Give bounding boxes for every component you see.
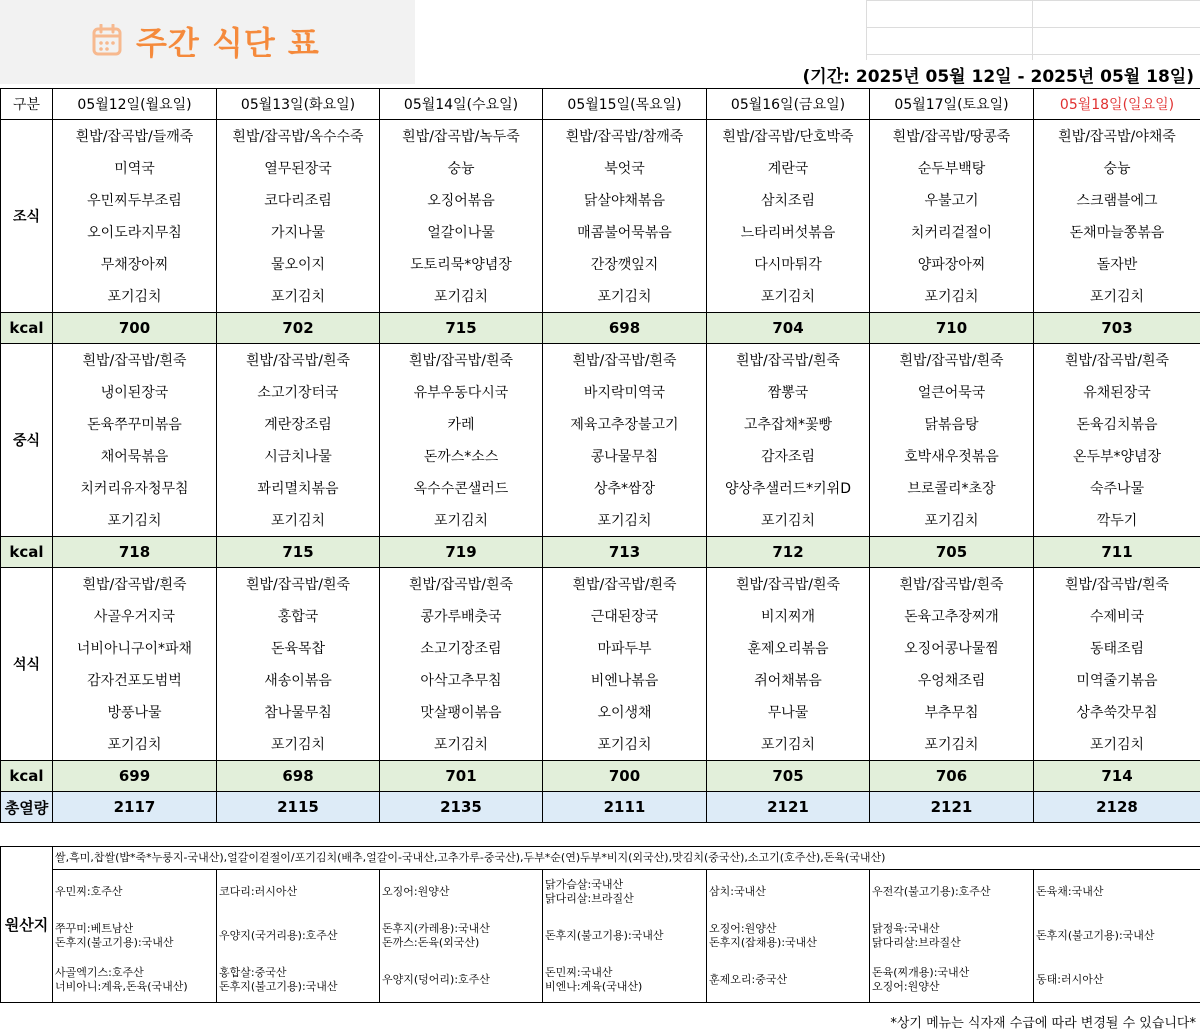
header-label: 구분 bbox=[1, 89, 53, 120]
menu-item: 얼갈이나물 bbox=[380, 216, 543, 248]
menu-item: 비엔나볶음 bbox=[543, 664, 707, 696]
menu-row bbox=[1, 344, 1200, 377]
menu-item: 마파두부 bbox=[543, 632, 707, 664]
menu-item: 바지락미역국 bbox=[543, 376, 707, 408]
menu-item: 돈육김치볶음 bbox=[1034, 408, 1200, 440]
origin-cell bbox=[217, 870, 380, 915]
kcal-value: 719 bbox=[380, 537, 543, 568]
menu-item: 숭늉 bbox=[380, 152, 543, 184]
menu-item: 카레 bbox=[380, 408, 543, 440]
origin-cell bbox=[543, 958, 707, 1003]
sheet-gridlines bbox=[866, 0, 1200, 60]
menu-item: 간장깻잎지 bbox=[543, 248, 707, 280]
kcal-group bbox=[1, 761, 1200, 792]
menu-item: 돈까스*소스 bbox=[380, 440, 543, 472]
menu-item: 흰밥/잡곡밥/흰죽 bbox=[53, 344, 217, 377]
origin-line: 돈육채:국내산 bbox=[1036, 885, 1104, 898]
kcal-value: 711 bbox=[1034, 537, 1200, 568]
menu-item: 순두부백탕 bbox=[870, 152, 1034, 184]
origin-line: 우양지(덩어리):호주산 bbox=[382, 973, 490, 986]
origin-cell bbox=[543, 870, 707, 915]
origin-line: 사골엑기스:호주산 bbox=[55, 966, 144, 979]
origin-cell bbox=[707, 958, 870, 1003]
menu-row bbox=[1, 216, 1200, 248]
menu-item: 포기김치 bbox=[380, 504, 543, 537]
menu-row bbox=[1, 280, 1200, 313]
origin-cell bbox=[1034, 914, 1200, 958]
origin-cell bbox=[870, 914, 1034, 958]
menu-item: 포기김치 bbox=[707, 504, 870, 537]
menu-item: 호박새우젓볶음 bbox=[870, 440, 1034, 472]
origin-line: 닭다리살:브라질산 bbox=[545, 892, 634, 905]
menu-item: 흰밥/잡곡밥/흰죽 bbox=[870, 344, 1034, 377]
origin-table bbox=[0, 846, 1200, 1003]
origin-line: 오징어:원양산 bbox=[709, 922, 777, 935]
menu-item: 포기김치 bbox=[707, 728, 870, 761]
total-value: 2121 bbox=[870, 792, 1034, 823]
origin-cell bbox=[217, 914, 380, 958]
meal-table bbox=[0, 88, 1200, 823]
kcal-value: 698 bbox=[543, 313, 707, 344]
menu-item: 북엇국 bbox=[543, 152, 707, 184]
menu-row bbox=[1, 184, 1200, 216]
total-value: 2135 bbox=[380, 792, 543, 823]
title-banner bbox=[0, 0, 415, 84]
kcal-value: 699 bbox=[53, 761, 217, 792]
origin-line: 오징어:원양산 bbox=[872, 980, 940, 993]
menu-item: 흰밥/잡곡밥/단호박죽 bbox=[707, 120, 870, 153]
menu-item: 우민찌두부조림 bbox=[53, 184, 217, 216]
origin-line: 돈후지(불고기용):국내산 bbox=[55, 936, 174, 949]
menu-item: 제육고추장불고기 bbox=[543, 408, 707, 440]
calendar-icon bbox=[92, 24, 122, 56]
menu-item: 오이도라지무침 bbox=[53, 216, 217, 248]
menu-item: 흰밥/잡곡밥/흰죽 bbox=[380, 568, 543, 601]
origin-cell bbox=[53, 958, 217, 1003]
menu-item: 옥수수콘샐러드 bbox=[380, 472, 543, 504]
menu-item: 상추*쌈장 bbox=[543, 472, 707, 504]
kcal-label: kcal bbox=[1, 761, 53, 792]
menu-item: 꽈리멸치볶음 bbox=[217, 472, 380, 504]
total-value: 2115 bbox=[217, 792, 380, 823]
kcal-row bbox=[1, 313, 1200, 344]
total-value: 2117 bbox=[53, 792, 217, 823]
menu-item: 포기김치 bbox=[217, 280, 380, 313]
menu-item: 흰밥/잡곡밥/녹두죽 bbox=[380, 120, 543, 153]
menu-item: 홍합국 bbox=[217, 600, 380, 632]
menu-item: 도토리묵*양념장 bbox=[380, 248, 543, 280]
menu-item: 온두부*양념장 bbox=[1034, 440, 1200, 472]
menu-item: 포기김치 bbox=[53, 728, 217, 761]
menu-item: 오이생채 bbox=[543, 696, 707, 728]
menu-row bbox=[1, 504, 1200, 537]
kcal-value: 700 bbox=[53, 313, 217, 344]
menu-item: 흰밥/잡곡밥/옥수수죽 bbox=[217, 120, 380, 153]
kcal-value: 715 bbox=[217, 537, 380, 568]
menu-item: 가지나물 bbox=[217, 216, 380, 248]
menu-item: 포기김치 bbox=[217, 504, 380, 537]
origin-row bbox=[1, 870, 1200, 915]
origin-line: 닭정육:국내산 bbox=[872, 922, 940, 935]
meal-group bbox=[1, 344, 1200, 537]
origin-line: 돈후지(불고기용):국내산 bbox=[545, 929, 664, 942]
origin-cell bbox=[870, 958, 1034, 1003]
menu-item: 근대된장국 bbox=[543, 600, 707, 632]
menu-item: 상추쑥갓무침 bbox=[1034, 696, 1200, 728]
menu-item: 흰밥/잡곡밥/흰죽 bbox=[217, 568, 380, 601]
menu-item: 숙주나물 bbox=[1034, 472, 1200, 504]
origin-line: 쭈꾸미:베트남산 bbox=[55, 922, 134, 935]
menu-item: 시금치나물 bbox=[217, 440, 380, 472]
meal-label: 석식 bbox=[1, 568, 53, 761]
menu-item: 새송이볶음 bbox=[217, 664, 380, 696]
menu-item: 콩나물무침 bbox=[543, 440, 707, 472]
meal-group bbox=[1, 568, 1200, 761]
kcal-value: 705 bbox=[870, 537, 1034, 568]
kcal-group bbox=[1, 313, 1200, 344]
menu-item: 삼치조림 bbox=[707, 184, 870, 216]
menu-item: 흰밥/잡곡밥/땅콩죽 bbox=[870, 120, 1034, 153]
menu-item: 흰밥/잡곡밥/들깨죽 bbox=[53, 120, 217, 153]
menu-item: 포기김치 bbox=[543, 280, 707, 313]
menu-item: 무채장아찌 bbox=[53, 248, 217, 280]
origin-common: 쌀,흑미,찹쌀(밥*죽*누룽지-국내산),얼갈이겉절이/포기김치(배추,얼갈이-국내산,고추가루-중국산),두부*순(연)두부*비지(외국산),맛김치(중국산),소고기(호주산),돈육(국내산) bbox=[53, 847, 1200, 870]
menu-item: 유채된장국 bbox=[1034, 376, 1200, 408]
menu-item: 돈육고추장찌개 bbox=[870, 600, 1034, 632]
origin-line: 돈후지(카레용):국내산 bbox=[382, 922, 490, 935]
kcal-value: 710 bbox=[870, 313, 1034, 344]
menu-item: 포기김치 bbox=[543, 728, 707, 761]
menu-item: 소고기장조림 bbox=[380, 632, 543, 664]
menu-row bbox=[1, 152, 1200, 184]
kcal-value: 714 bbox=[1034, 761, 1200, 792]
menu-item: 방풍나물 bbox=[53, 696, 217, 728]
menu-item: 흰밥/잡곡밥/흰죽 bbox=[707, 568, 870, 601]
origin-cell bbox=[870, 870, 1034, 915]
kcal-value: 704 bbox=[707, 313, 870, 344]
origin-line: 돈후지(불고기용):국내산 bbox=[219, 980, 338, 993]
kcal-value: 706 bbox=[870, 761, 1034, 792]
menu-item: 닭볶음탕 bbox=[870, 408, 1034, 440]
menu-item: 감자건포도범벅 bbox=[53, 664, 217, 696]
origin-line: 돈민찌:국내산 bbox=[545, 966, 613, 979]
kcal-label: kcal bbox=[1, 313, 53, 344]
menu-item: 참나물무침 bbox=[217, 696, 380, 728]
menu-item: 포기김치 bbox=[870, 504, 1034, 537]
menu-item: 채어묵볶음 bbox=[53, 440, 217, 472]
origin-line: 돈육(찌개용):국내산 bbox=[872, 966, 970, 979]
menu-item: 매콤불어묵볶음 bbox=[543, 216, 707, 248]
menu-item: 포기김치 bbox=[53, 504, 217, 537]
menu-item: 맛살팽이볶음 bbox=[380, 696, 543, 728]
kcal-value: 715 bbox=[380, 313, 543, 344]
menu-item: 포기김치 bbox=[380, 280, 543, 313]
kcal-value: 705 bbox=[707, 761, 870, 792]
menu-row bbox=[1, 376, 1200, 408]
menu-item: 치커리겉절이 bbox=[870, 216, 1034, 248]
menu-item: 흰밥/잡곡밥/흰죽 bbox=[707, 344, 870, 377]
origin-line: 삼치:국내산 bbox=[709, 885, 766, 898]
menu-item: 유부우동다시국 bbox=[380, 376, 543, 408]
kcal-value: 698 bbox=[217, 761, 380, 792]
menu-row bbox=[1, 600, 1200, 632]
menu-item: 쥐어채볶음 bbox=[707, 664, 870, 696]
day-header: 05월18일(일요일) bbox=[1034, 89, 1200, 120]
menu-item: 우엉채조림 bbox=[870, 664, 1034, 696]
menu-item: 흰밥/잡곡밥/흰죽 bbox=[53, 568, 217, 601]
menu-item: 소고기장터국 bbox=[217, 376, 380, 408]
footnote: *상기 메뉴는 식자재 수급에 따라 변경될 수 있습니다* bbox=[890, 1016, 1196, 1031]
origin-line: 홍합살:중국산 bbox=[219, 966, 287, 979]
origin-label: 원산지 bbox=[1, 847, 53, 1003]
day-header: 05월12일(월요일) bbox=[53, 89, 217, 120]
origin-line: 코다리:러시아산 bbox=[219, 885, 298, 898]
menu-item: 오징어콩나물찜 bbox=[870, 632, 1034, 664]
kcal-value: 701 bbox=[380, 761, 543, 792]
total-row bbox=[1, 792, 1200, 823]
kcal-value: 703 bbox=[1034, 313, 1200, 344]
origin-cell bbox=[543, 914, 707, 958]
menu-item: 계란장조림 bbox=[217, 408, 380, 440]
menu-row bbox=[1, 664, 1200, 696]
origin-common-row bbox=[1, 847, 1200, 870]
menu-item: 브로콜리*초장 bbox=[870, 472, 1034, 504]
kcal-value: 718 bbox=[53, 537, 217, 568]
total-label: 총열량 bbox=[1, 792, 53, 823]
menu-item: 느타리버섯볶음 bbox=[707, 216, 870, 248]
menu-item: 계란국 bbox=[707, 152, 870, 184]
menu-row bbox=[1, 120, 1200, 153]
menu-item: 돈육목찹 bbox=[217, 632, 380, 664]
menu-item: 흰밥/잡곡밥/흰죽 bbox=[543, 344, 707, 377]
origin-line: 돈까스:돈육(외국산) bbox=[382, 936, 480, 949]
menu-item: 포기김치 bbox=[707, 280, 870, 313]
origin-cell bbox=[380, 914, 543, 958]
menu-item: 열무된장국 bbox=[217, 152, 380, 184]
kcal-group bbox=[1, 537, 1200, 568]
menu-item: 치커리유자청무침 bbox=[53, 472, 217, 504]
origin-cell bbox=[1034, 870, 1200, 915]
menu-item: 포기김치 bbox=[870, 728, 1034, 761]
origin-line: 비엔나:계육(국내산) bbox=[545, 980, 643, 993]
origin-cell bbox=[1034, 958, 1200, 1003]
origin-cell bbox=[707, 914, 870, 958]
kcal-value: 712 bbox=[707, 537, 870, 568]
day-header: 05월15일(목요일) bbox=[543, 89, 707, 120]
origin-cell bbox=[380, 958, 543, 1003]
menu-item: 포기김치 bbox=[53, 280, 217, 313]
menu-item: 훈제오리볶음 bbox=[707, 632, 870, 664]
origin-cell bbox=[707, 870, 870, 915]
menu-item: 포기김치 bbox=[543, 504, 707, 537]
menu-item: 아삭고추무침 bbox=[380, 664, 543, 696]
origin-row bbox=[1, 958, 1200, 1003]
menu-item: 포기김치 bbox=[380, 728, 543, 761]
origin-cell bbox=[53, 870, 217, 915]
menu-item: 콩가루배춧국 bbox=[380, 600, 543, 632]
menu-item: 닭살야채볶음 bbox=[543, 184, 707, 216]
day-header: 05월14일(수요일) bbox=[380, 89, 543, 120]
menu-item: 부추무침 bbox=[870, 696, 1034, 728]
menu-item: 포기김치 bbox=[1034, 280, 1200, 313]
menu-item: 코다리조림 bbox=[217, 184, 380, 216]
menu-item: 돌자반 bbox=[1034, 248, 1200, 280]
menu-item: 사골우거지국 bbox=[53, 600, 217, 632]
menu-item: 포기김치 bbox=[1034, 728, 1200, 761]
meal-label: 중식 bbox=[1, 344, 53, 537]
menu-item: 감자조림 bbox=[707, 440, 870, 472]
menu-item: 얼큰어묵국 bbox=[870, 376, 1034, 408]
menu-row bbox=[1, 728, 1200, 761]
menu-item: 물오이지 bbox=[217, 248, 380, 280]
menu-item: 흰밥/잡곡밥/흰죽 bbox=[1034, 344, 1200, 377]
kcal-value: 713 bbox=[543, 537, 707, 568]
page-title: 주간 식단 표 bbox=[136, 24, 320, 62]
menu-row bbox=[1, 632, 1200, 664]
day-header: 05월17일(토요일) bbox=[870, 89, 1034, 120]
origin-line: 우양지(국거리용):호주산 bbox=[219, 929, 338, 942]
meal-group bbox=[1, 120, 1200, 313]
menu-item: 오징어볶음 bbox=[380, 184, 543, 216]
menu-item: 흰밥/잡곡밥/흰죽 bbox=[380, 344, 543, 377]
menu-item: 흰밥/잡곡밥/야채죽 bbox=[1034, 120, 1200, 153]
menu-item: 고추잡채*꽃빵 bbox=[707, 408, 870, 440]
origin-line: 닭다리살:브라질산 bbox=[872, 936, 961, 949]
origin-cell bbox=[380, 870, 543, 915]
menu-item: 돈육쭈꾸미볶음 bbox=[53, 408, 217, 440]
menu-item: 양상추샐러드*키위D bbox=[707, 472, 870, 504]
menu-item: 냉이된장국 bbox=[53, 376, 217, 408]
total-value: 2121 bbox=[707, 792, 870, 823]
menu-row bbox=[1, 440, 1200, 472]
origin-cell bbox=[217, 958, 380, 1003]
meal-label: 조식 bbox=[1, 120, 53, 313]
day-header: 05월16일(금요일) bbox=[707, 89, 870, 120]
origin-line: 돈후지(잡채용):국내산 bbox=[709, 936, 817, 949]
period-range: (기간: 2025년 05월 12일 - 2025년 05월 18일) bbox=[802, 67, 1194, 87]
menu-row bbox=[1, 248, 1200, 280]
menu-item: 미역줄기볶음 bbox=[1034, 664, 1200, 696]
origin-line: 우민찌:호주산 bbox=[55, 885, 123, 898]
menu-row bbox=[1, 696, 1200, 728]
menu-item: 무나물 bbox=[707, 696, 870, 728]
menu-item: 숭늉 bbox=[1034, 152, 1200, 184]
origin-line: 훈제오리:중국산 bbox=[709, 973, 788, 986]
menu-item: 미역국 bbox=[53, 152, 217, 184]
menu-item: 돈채마늘쫑볶음 bbox=[1034, 216, 1200, 248]
origin-cell bbox=[53, 914, 217, 958]
kcal-value: 702 bbox=[217, 313, 380, 344]
header-row bbox=[1, 89, 1200, 120]
day-header: 05월13일(화요일) bbox=[217, 89, 380, 120]
total-value: 2128 bbox=[1034, 792, 1200, 823]
menu-item: 흰밥/잡곡밥/참깨죽 bbox=[543, 120, 707, 153]
menu-row bbox=[1, 408, 1200, 440]
menu-item: 포기김치 bbox=[217, 728, 380, 761]
origin-line: 동태:러시아산 bbox=[1036, 973, 1104, 986]
menu-item: 흰밥/잡곡밥/흰죽 bbox=[543, 568, 707, 601]
header-group bbox=[1, 89, 1200, 120]
total-value: 2111 bbox=[543, 792, 707, 823]
menu-item: 양파장아찌 bbox=[870, 248, 1034, 280]
total-group bbox=[1, 792, 1200, 823]
origin-row bbox=[1, 914, 1200, 958]
origin-line: 오징어:원양산 bbox=[382, 885, 450, 898]
menu-item: 짬뽕국 bbox=[707, 376, 870, 408]
menu-row bbox=[1, 568, 1200, 601]
menu-item: 깍두기 bbox=[1034, 504, 1200, 537]
menu-item: 동태조림 bbox=[1034, 632, 1200, 664]
kcal-label: kcal bbox=[1, 537, 53, 568]
menu-item: 수제비국 bbox=[1034, 600, 1200, 632]
menu-item: 스크램블에그 bbox=[1034, 184, 1200, 216]
kcal-row bbox=[1, 537, 1200, 568]
menu-item: 흰밥/잡곡밥/흰죽 bbox=[870, 568, 1034, 601]
menu-item: 포기김치 bbox=[870, 280, 1034, 313]
origin-line: 닭가슴살:국내산 bbox=[545, 878, 624, 891]
menu-item: 흰밥/잡곡밥/흰죽 bbox=[1034, 568, 1200, 601]
kcal-row bbox=[1, 761, 1200, 792]
menu-item: 우불고기 bbox=[870, 184, 1034, 216]
origin-line: 돈후지(불고기용):국내산 bbox=[1036, 929, 1155, 942]
menu-item: 다시마튀각 bbox=[707, 248, 870, 280]
origin-line: 너비아니:계육,돈육(국내산) bbox=[55, 980, 188, 993]
origin-line: 우전각(불고기용):호주산 bbox=[872, 885, 991, 898]
menu-item: 너비아니구이*파채 bbox=[53, 632, 217, 664]
menu-item: 비지찌개 bbox=[707, 600, 870, 632]
kcal-value: 700 bbox=[543, 761, 707, 792]
menu-item: 흰밥/잡곡밥/흰죽 bbox=[217, 344, 380, 377]
menu-row bbox=[1, 472, 1200, 504]
